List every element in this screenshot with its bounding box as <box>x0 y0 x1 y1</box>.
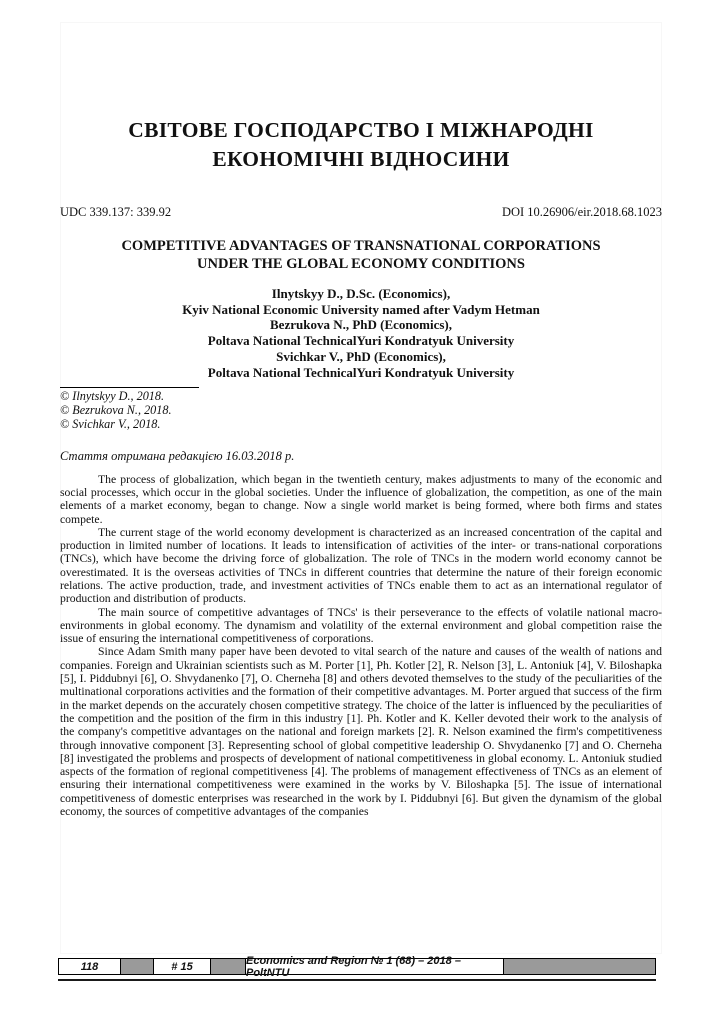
copyright-block <box>60 390 662 431</box>
footer-gray-segment <box>504 959 655 974</box>
copyright-divider <box>60 387 199 388</box>
footer-issue-tag: # 15 <box>154 959 211 974</box>
section-title-line-1: СВІТОВЕ ГОСПОДАРСТВО І МІЖНАРОДНІ <box>128 118 594 142</box>
copyright-line: © Bezrukova N., 2018. <box>60 403 172 418</box>
author-name: Svichkar V., PhD (Economics), <box>276 348 446 364</box>
author-affiliation: Kyiv National Economic University named after Vadym Hetman <box>182 301 540 317</box>
copyright-line: © Svichkar V., 2018. <box>60 416 161 431</box>
author-name: Ilnytskyy D., D.Sc. (Economics), <box>271 286 451 301</box>
footer-gray-segment <box>211 959 246 974</box>
page-content <box>60 0 662 818</box>
footer-journal-title: Economics and Region № 1 (68) – 2018 – PoltNTU <box>246 959 504 974</box>
footer-underline-rule <box>58 979 656 981</box>
footer-gray-segment <box>121 959 154 974</box>
author-affiliation: Poltava National TechnicalYuri Kondratyuk University <box>207 364 515 380</box>
doi-code: DOI 10.26906/eir.2018.68.1023 <box>501 205 662 219</box>
footer-page-number: 118 <box>59 959 121 974</box>
page-footer-bar <box>58 954 656 979</box>
article-title <box>60 238 662 273</box>
author-name: Bezrukova N., PhD (Economics), <box>270 317 452 333</box>
article-body <box>60 473 662 819</box>
received-date-note: Стаття отримана редакцією 16.03.2018 р. <box>60 448 295 463</box>
authors-block <box>60 286 662 380</box>
body-paragraph: The main source of competitive advantages of TNCs' is their perseverance to the effects of volatile national macro-environments in global economy. The dynamism and volatility of the external environment and global competition raise the issue of ensuring the international competitiveness of corporations. <box>60 605 662 646</box>
body-paragraph: The current stage of the world economy development is characterized as an increased concentration of the capital and production in limited number of locations. It leads to intensification of activities of the inter- or trans-national corporations (TNCs), which have become the driving force of globalization. The role of TNCs in the modern world economy cannot be overestimated. It is the overseas activities of TNCs in different countries that determine the nature of their foreign economic relations. The active production, trade, and investment activities of TNCs enable them to act as an international regulator of production and distribution of products. <box>60 525 662 606</box>
section-title <box>60 116 662 174</box>
udc-code: UDC 339.137: 339.92 <box>60 205 172 219</box>
article-title-line-1: COMPETITIVE ADVANTAGES OF TRANSNATIONAL CORPORATIONS <box>121 238 601 254</box>
section-title-line-2: ЕКОНОМІЧНІ ВІДНОСИНИ <box>212 147 510 171</box>
article-title-line-2: UNDER THE GLOBAL ECONOMY CONDITIONS <box>197 255 525 272</box>
author-affiliation: Poltava National TechnicalYuri Kondratyuk University <box>207 333 515 349</box>
identifiers-row <box>60 205 662 219</box>
body-paragraph: Since Adam Smith many paper have been devoted to vital search of the nature and causes of the wealth of nations and companies. Foreign and Ukrainian scientists such as M. Porter [1], Ph. Kotler [2], R. Nelson [3], L. Antoniuk [4], V. Biloshapka [5], I. Piddubnyi [6], O. Shvydanenko [7], O. Cherneha [8] and others devoted themselves to the study of the peculiarities of the multinational corporations activities and the formation of their competitive advantages. M. Porter argued that success of the firm in the market depends on the accurately chosen competitive strategy. The choice of the latter is influenced by the peculiarities of the competition and the position of the firm in this industry [1]. Ph. Kotler and K. Keller devoted their work to the analysis of the company's competitive advantages on the national and foreign markets [2]. R. Nelson examined the firm's competitiveness through innovative component [3]. Representing school of global competitive leadership O. Shvydanenko [7] and O. Cherneha [8] investigated the problems and prospects of development of national competitiveness in global economy. L. Antoniuk studied aspects of the formation of regional competitiveness [4]. The problems of management effectiveness of TNCs as an element of ensuring their international competitiveness were examined in the works by V. Biloshapka [5]. The issue of international competitiveness of domestic enterprises was researched in the work by I. Piddubnyi [6]. But given the dynamism of the global economy, the sources of competitive advantages of the companies <box>60 645 662 819</box>
body-paragraph: The process of globalization, which began in the twentieth century, makes adjustments to many of the economic and social processes, which occur in the global societies. Under the influence of globalization, the competition, as one of the main elements of a market economy, began to change. Now a single world market is being formed, where both firms and states compete. <box>60 472 662 526</box>
copyright-line: © Ilnytskyy D., 2018. <box>60 389 165 404</box>
